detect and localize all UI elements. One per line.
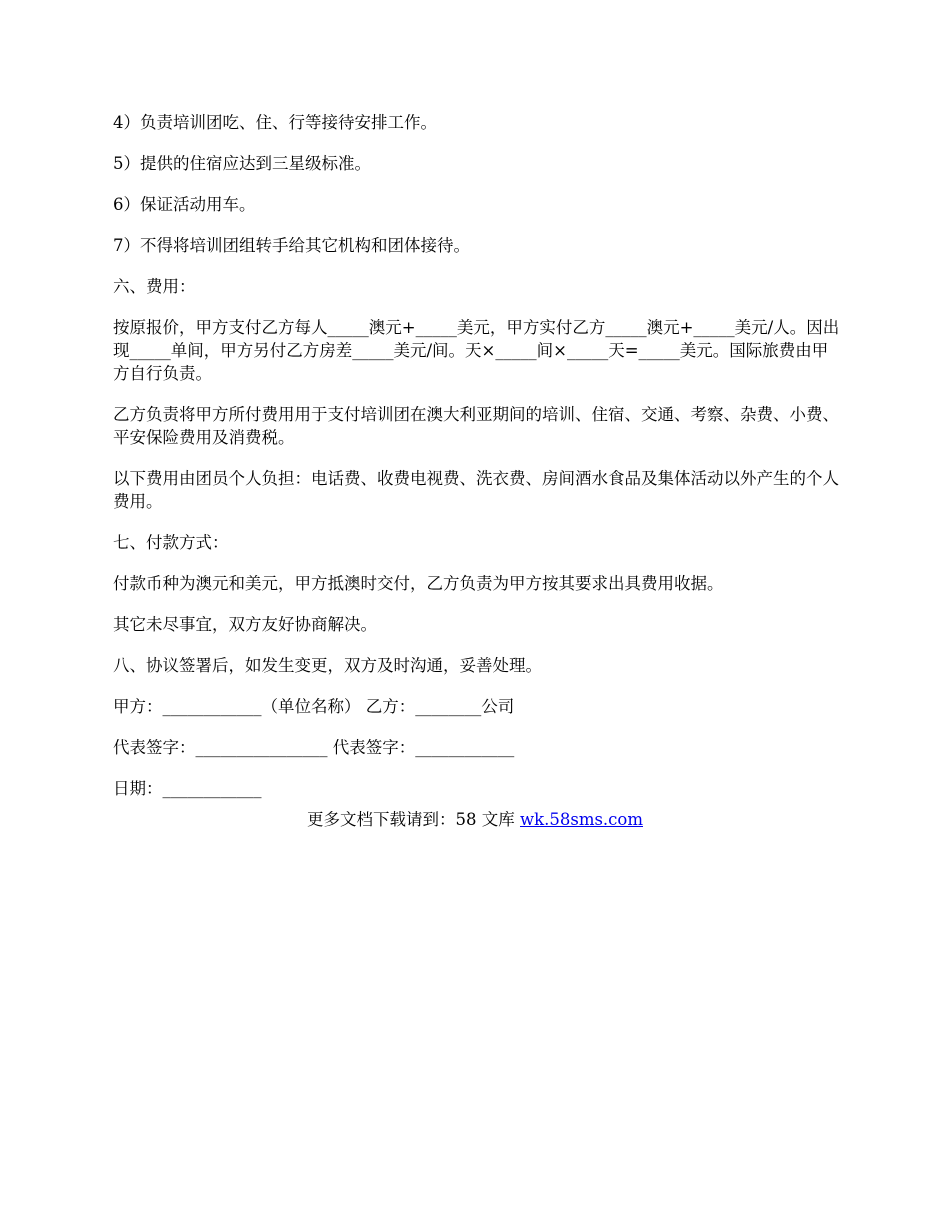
paragraph-item-5: 5）提供的住宿应达到三星级标准。 — [113, 154, 371, 173]
paragraph-fee-usage: 乙方负责将甲方所付费用用于支付培训团在澳大利亚期间的培训、住宿、交通、考察、杂费、小费、平安保险费用及消费税。 — [113, 405, 839, 447]
section-heading-fees: 六、费用： — [113, 277, 196, 296]
signature-date: 日期：____________ — [113, 779, 262, 798]
download-footer — [0, 808, 950, 831]
paragraph-item-7: 7）不得将培训团组转手给其它机构和团体接待。 — [113, 236, 470, 255]
paragraph-item-4: 4）负责培训团吃、住、行等接待安排工作。 — [113, 113, 437, 132]
section-heading-changes: 八、协议签署后，如发生变更，双方及时沟通，妥善处理。 — [113, 656, 542, 675]
paragraph-personal-expenses: 以下费用由团员个人负担：电话费、收费电视费、洗衣费、房间酒水食品及集体活动以外产生的个人费用。 — [113, 469, 839, 511]
paragraph-other-matters: 其它未尽事宜，双方友好协商解决。 — [113, 615, 377, 634]
footer-link[interactable]: wk.58sms.com — [519, 810, 643, 829]
paragraph-payment-method: 付款币种为澳元和美元，甲方抵澳时交付，乙方负责为甲方按其要求出具费用收据。 — [113, 574, 724, 593]
signature-parties: 甲方：____________（单位名称） 乙方：________公司 — [113, 697, 515, 716]
paragraph-fee-details: 按原报价，甲方支付乙方每人_____澳元+_____美元，甲方实付乙方_____澳元+_____美元/人。因出现_____单间，甲方另付乙方房差_____美元/间。天×_____间×_____天=_____美元。国际旅费由甲方自行负责。 — [113, 318, 840, 383]
paragraph-item-6: 6）保证活动用车。 — [113, 195, 256, 214]
footer-text: 更多文档下载请到：58 文库 — [306, 810, 520, 829]
document-body — [113, 111, 841, 818]
signature-representatives: 代表签字：________________ 代表签字：____________ — [113, 738, 515, 757]
section-heading-payment: 七、付款方式： — [113, 533, 229, 552]
